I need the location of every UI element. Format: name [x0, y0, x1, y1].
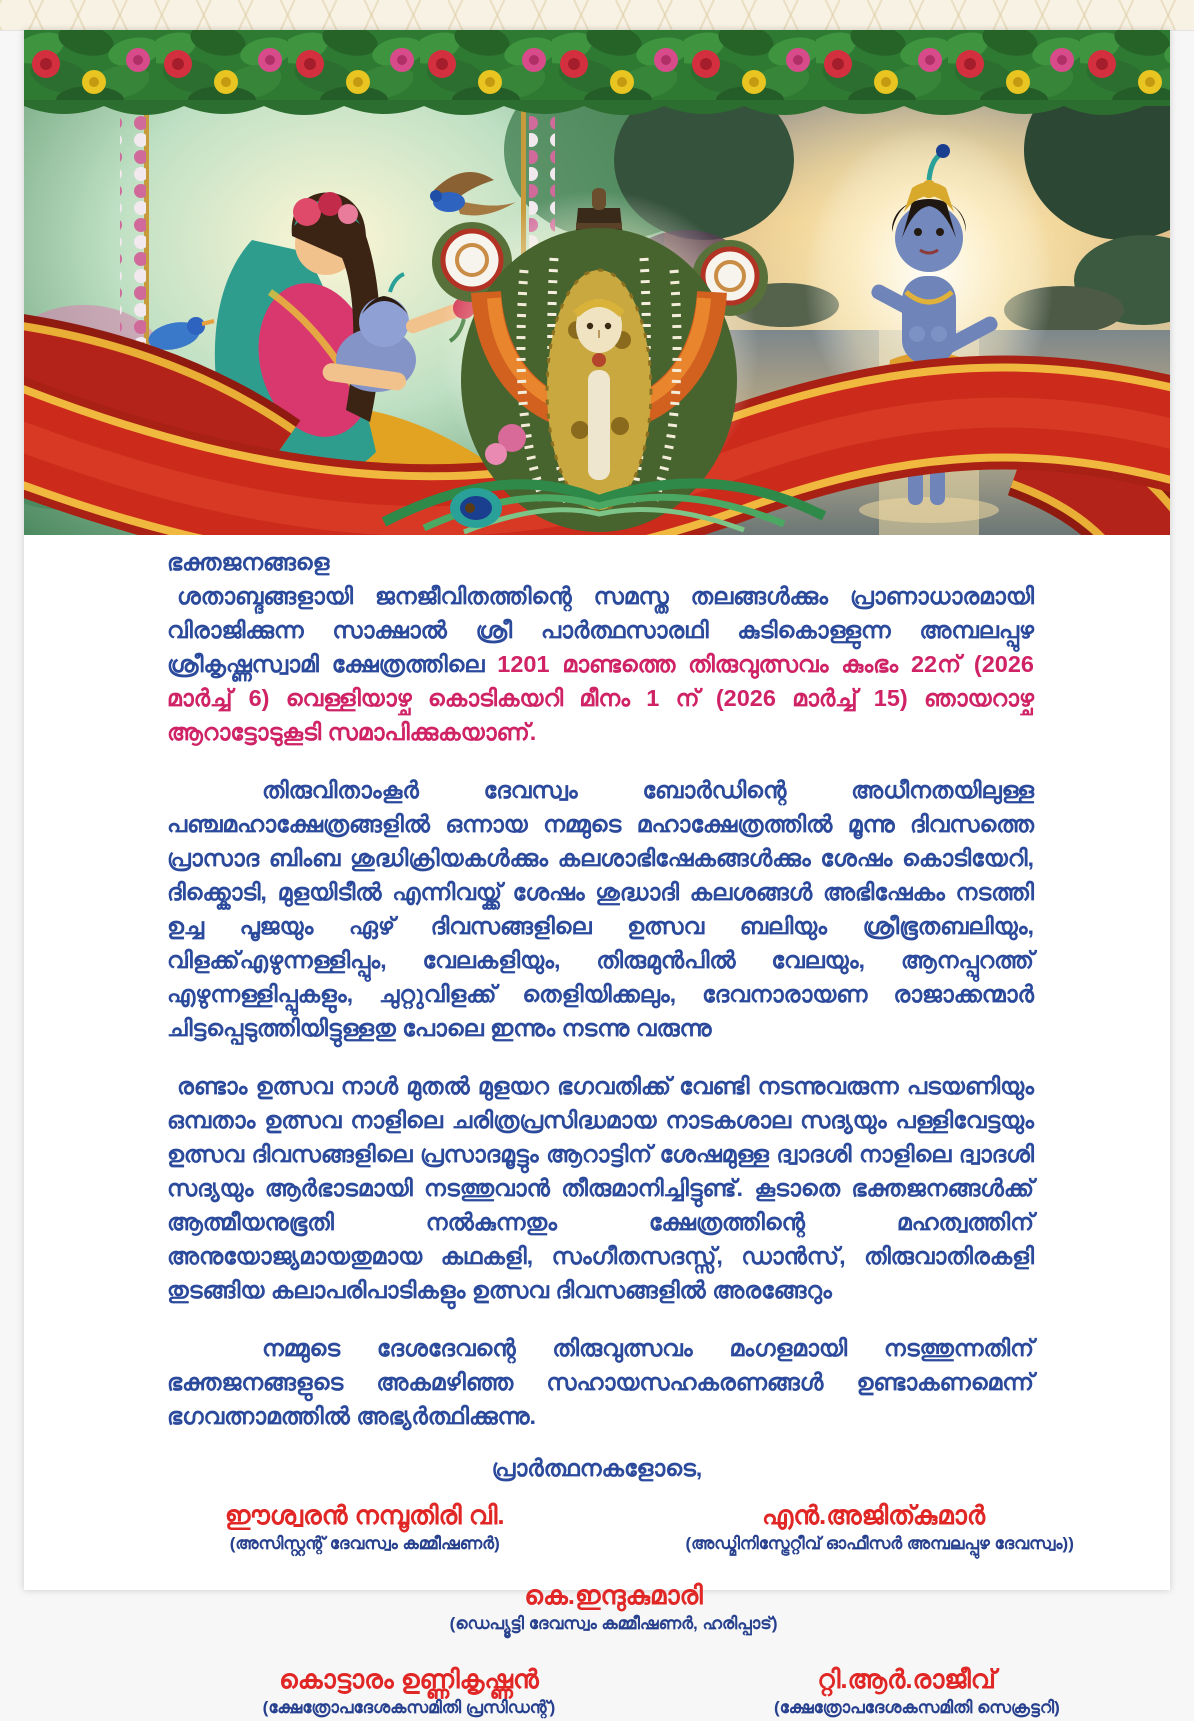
signatory-committee-president [44, 1663, 774, 1721]
letter-body [24, 545, 1170, 1721]
signatory-committee-secretary [773, 1663, 1060, 1721]
signatory-administrative-officer [685, 1499, 1074, 1557]
closing-line: പ്രാർത്ഥനകളോടെ, [491, 1455, 703, 1481]
paragraph-festival-dates [167, 579, 1034, 749]
festival-notice-card [24, 30, 1170, 1717]
signature-row-2 [44, 1579, 1150, 1637]
paragraph-appeal: നമ്മുടെ ദേശദേവന്റെ തിരുവുത്സവം മംഗളമായി നടത്തുന്നതിന് ഭക്തജനങ്ങളുടെ അകമഴിഞ്ഞ സഹായസഹകരണങ്ങൾ ഉണ്ടാകണമെന്ന് ഭഗവത്നാമത്തിൽ അഭ്യർത്ഥിക്കുന്നു. [167, 1335, 1034, 1429]
salutation: ഭക്തജനങ്ങളെ [167, 549, 330, 575]
signatory-name: കെ.ഇന്ദുകുമാരി [524, 1580, 703, 1610]
paragraph-rituals: തിരുവിതാംകൂർ ദേവസ്വം ബോർഡിന്റെ അധീനതയിലുള്ള പഞ്ചമഹാക്ഷേത്രങ്ങളിൽ ഒന്നായ നമ്മുടെ മഹാക്ഷേത്രത്തിൽ മൂന്നു ദിവസത്തെ പ്രാസാദ ബിംബ ശുദ്ധിക്രിയകൾക്കും കലശാഭിഷേകങ്ങൾക്കും ശേഷം കൊടിയേറി, ദിക്ക്കൊടി, മുളയിടീൽ എന്നിവയ്ക്ക് ശേഷം ശുദ്ധാദി കലശങ്ങൾ അഭിഷേകം നടത്തി ഉച്ച പൂജയും ഏഴ് ദിവസങ്ങളിലെ ഉത്സവ ബലിയും ശ്രീഭൂതബലിയും, വിളക്ക്എഴുന്നള്ളിപ്പും, വേലകളിയും, തിരുമുൻപിൽ വേലയും, ആനപ്പുറത്ത് എഴുന്നള്ളിപ്പുകളും, ചുറ്റുവിളക്ക് തെളിയിക്കലും, ദേവനാരായണ രാജാക്കന്മാർ ചിട്ടപ്പെടുത്തിയിട്ടുള്ളതു പോലെ ഇന്നും നടന്നു വരുന്നു [167, 777, 1034, 1041]
para1-highlight-dates: 1201 മാണ്ടത്തെ തിരുവുത്സവം കുംഭം 22ന് (2026 മാർച്ച് 6) വെള്ളിയാഴ്ച കൊടികയറി മീനം 1 ന് (2026 മാർച്ച് 15) ഞായറാഴ്ച ആറാട്ടോടുകൂടി സമാപിക്കുകയാണ്. [167, 651, 1034, 745]
floral-top-border [24, 30, 1170, 106]
decorative-lace-strip [0, 0, 1194, 31]
signatory-assistant-commissioner [44, 1499, 685, 1557]
signature-row-3 [44, 1663, 1150, 1721]
signatory-name: ഈശ്വരൻ നമ്പൂതിരി വി. [224, 1500, 505, 1530]
paragraph-events: രണ്ടാം ഉത്സവ നാൾ മുതൽ മുളയറ ഭഗവതിക്ക് വേണ്ടി നടന്നുവരുന്ന പടയണിയും ഒമ്പതാം ഉത്സവ നാളിലെ ചരിത്രപ്രസിദ്ധമായ നാടകശാല സദ്യയും പള്ളിവേട്ടയും ഉത്സവ ദിവസങ്ങളിലെ പ്രസാദമൂട്ടും ആറാട്ടിന് ശേഷമുള്ള ദ്വാദശി നാളിലെ ദ്വാദശി സദ്യയും ആർഭാടമായി നടത്തുവാൻ തീരുമാനിച്ചിട്ടുണ്ട്. കൂടാതെ ഭക്തജനങ്ങൾക്ക് ആത്മീയനുഭൂതി നൽകുന്നതും ക്ഷേത്രത്തിന്റെ മഹത്വത്തിന് അനുയോജ്യമായതുമായ കഥകളി, സംഗീതസദസ്സ്, ഡാൻസ്, തിരുവാതിരകളി തുടങ്ങിയ കലാപരിപാടികളും ഉത്സവ ദിവസങ്ങളിൽ അരങ്ങേറും [167, 1073, 1034, 1303]
signatory-title: (ഡെപ്യൂട്ടി ദേവസ്വം കമ്മീഷണർ, ഹരിപ്പാട്) [449, 1614, 778, 1633]
para1-lead-text: ശതാബ്ദങ്ങളായി ജനജീവിതത്തിന്റെ സമസ്ത തലങ്ങൾക്കും പ്രാണാധാരമായി വിരാജിക്കുന്ന സാക്ഷാൽ ശ്രീ പാർത്ഥസാരഥി കുടികൊള്ളുന്ന അമ്പലപ്പുഴ ശ്രീകൃഷ്ണസ്വാമി ക്ഷേത്രത്തിലെ [167, 583, 1034, 677]
signatory-name: റ്റി.ആർ.രാജീവ് [817, 1664, 996, 1694]
signature-row-1 [44, 1499, 1150, 1557]
signatory-name: കൊട്ടാരം ഉണ്ണികൃഷ്ണൻ [279, 1664, 539, 1694]
signatory-title: (ക്ഷേത്രോപദേശകസമിതി പ്രസിഡന്റ്) [262, 1698, 556, 1717]
signatory-deputy-commissioner [450, 1579, 778, 1637]
signatory-name: എൻ.അജിത്കുമാർ [761, 1500, 986, 1530]
signatory-title: (അസിസ്റ്റന്റ് ദേവസ്വം കമ്മീഷണർ) [229, 1534, 500, 1553]
signatory-title: (ക്ഷേത്രോപദേശകസമിതി സെക്രട്ടറി) [773, 1698, 1060, 1717]
header-art-montage [24, 30, 1170, 535]
signatory-title: (അഡ്മിനിസ്ട്രേറ്റീവ് ഓഫീസർ അമ്പലപ്പുഴ ദേവസ്വം)) [685, 1534, 1074, 1553]
